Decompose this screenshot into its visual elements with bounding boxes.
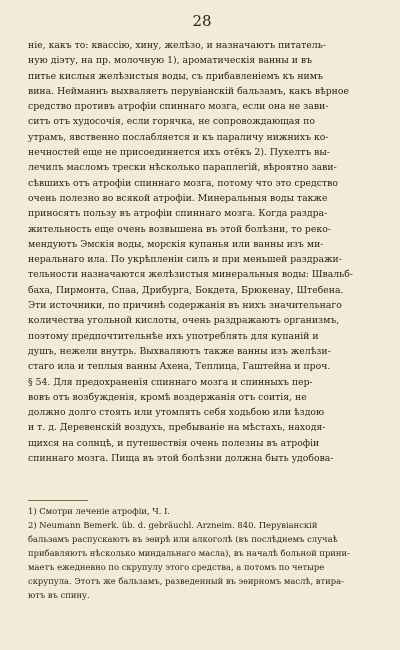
footnote-rule (28, 500, 88, 501)
body-line: питье кислыя желѣзистыя воды, съ прибавленіемъ къ нимъ (28, 70, 323, 82)
footnote-line: маетъ ежедневно по скрупулу этого средства, а потомъ по четыре (28, 562, 325, 572)
body-line: должно долго стоять или утомлять себя ходьбою или ѣздою (28, 407, 325, 419)
body-line: душъ, нежели внутрь. Выхваляютъ также ванны изъ желѣзи- (28, 345, 331, 357)
body-text (28, 38, 376, 466)
body-line: вина. Нейманнъ выхваляетъ перувіанскій бальзамъ, какъ вѣрное (28, 85, 349, 97)
body-line: количества угольной кислоты, очень раздражаютъ организмъ, (28, 315, 340, 327)
body-line: тельности назначаются желѣзистыя минеральныя воды: Швальб- (28, 269, 353, 281)
body-line: баха, Пирмонта, Спаа, Дрибурга, Бокдета, Брюкенау, Штебена. (28, 284, 344, 296)
body-line: Эти источники, по причинѣ содержанія въ нихъ значительнаго (28, 300, 342, 312)
body-line: стаго ила и теплыя ванны Ахена, Теплица, Гаштейна и проч. (28, 361, 331, 373)
body-line: ную діэту, на пр. молочную 1), ароматическія ванны и въ (28, 55, 313, 67)
footnote-lines (28, 504, 376, 602)
footnote-line: 2) Neumann Bemerk. üb. d. gebräuchl. Arzneim. 840. Перувіанскій (28, 520, 318, 530)
body-line: средство противъ атрофіи спиннаго мозга, если она не зави- (28, 101, 329, 113)
body-line: неральнаго ила. По укрѣпленіи силъ и при меньшей раздражи- (28, 254, 342, 266)
page-number: 28 (192, 12, 212, 30)
body-line: ніе, какъ то: квассію, хину, желѣзо, и назначаютъ питатель- (28, 40, 326, 51)
body-line: утрамъ, явственно послабляется и къ параличу нижнихъ ко- (28, 131, 329, 143)
body-line: спиннаго мозга. Пища въ этой болѣзни должна быть удобова- (28, 453, 334, 465)
footnote-line: ютъ въ спину. (28, 590, 90, 600)
footnote-line: 1) Смотри леченіе атрофіи, Ч. I. (28, 506, 171, 516)
body-line: жительность еще очень возвышена въ этой болѣзни, то реко- (28, 223, 331, 235)
body-line: приносятъ пользу въ атрофіи спиннаго мозга. Когда раздра- (28, 208, 328, 220)
body-line: вовъ отъ возбужденія, кромѣ воздержанія отъ соитія, не (28, 391, 307, 403)
body-line: щихся на солнцѣ, и путешествія очень полезны въ атрофіи (28, 437, 320, 449)
body-line: сѣвшихъ отъ атрофіи спиннаго мозга, потому что это средство (28, 177, 338, 189)
body-line: и т. д. Деревенскій воздухъ, пребываніе на мѣстахъ, находя- (28, 422, 326, 434)
footnote-line: прибавляютъ нѣсколько миндальнаго масла), въ началѣ больной прини- (28, 548, 350, 558)
body-line: § 54. Для предохраненія спиннаго мозга и спинныхъ пер- (28, 376, 313, 388)
body-line: мендуютъ Эмскія воды, морскія купанья или ванны изъ ми- (28, 238, 324, 250)
body-line: поэтому предпочтительнѣе ихъ употреблять для купаній и (28, 330, 319, 342)
body-line: лечилъ масломъ трески нѣсколько параплегій, вѣроятно зави- (28, 162, 337, 174)
footnotes (28, 500, 376, 602)
body-line: очень полезно во всякой атрофіи. Минеральныя воды также (28, 192, 328, 204)
body-line: нечностей еще не присоединяется ихъ отёкъ 2). Пухелтъ вы- (28, 147, 330, 159)
body-line: ситъ отъ худосочія, если горячка, не сопровождающая по (28, 116, 315, 128)
footnote-line: скрупула. Этотъ же бальзамъ, разведенный въ эѳирномъ маслѣ, втира- (28, 576, 344, 586)
footnote-line: бальзамъ распускаютъ въ эѳирѣ или алкоголѣ (въ послѣднемъ случаѣ (28, 534, 338, 544)
